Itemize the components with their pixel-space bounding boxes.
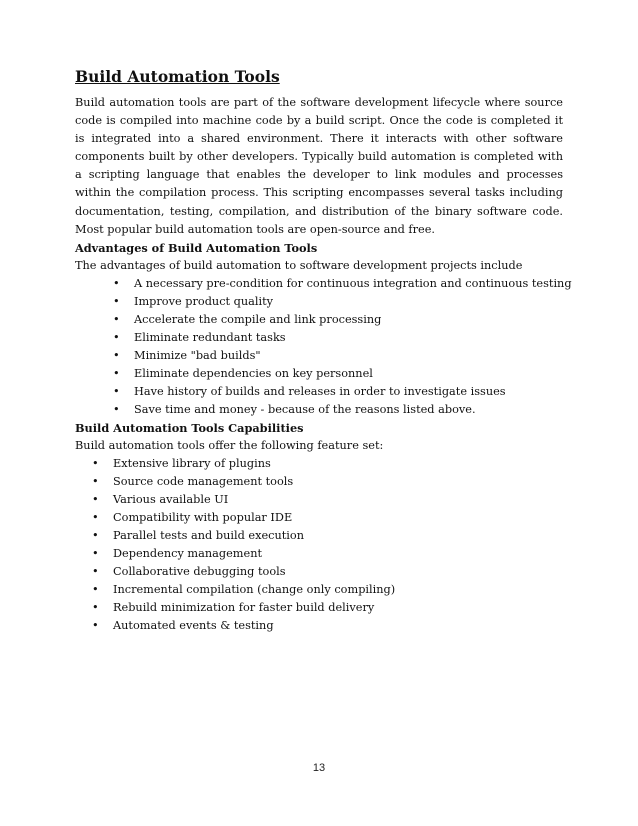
list-item: • Compatibility with popular IDE — [113, 509, 563, 527]
list-item: • Have history of builds and releases in order to investigate issues — [134, 383, 563, 401]
list-item: • Eliminate redundant tasks — [134, 329, 563, 347]
list-item: • Dependency management — [113, 545, 563, 563]
list-item: • Rebuild minimization for faster build delivery — [113, 599, 563, 617]
bullet-icon: • — [92, 474, 99, 488]
bullet-icon: • — [113, 330, 120, 344]
list-item: • Extensive library of plugins — [113, 455, 563, 473]
list-item: • Eliminate dependencies on key personnel — [134, 365, 563, 383]
bullet-icon: • — [92, 492, 99, 506]
page-content — [75, 66, 572, 635]
bullet-icon: • — [113, 402, 120, 416]
advantages-lead: The advantages of build automation to software development projects include — [75, 258, 523, 272]
capabilities-lead: Build automation tools offer the following feature set: — [75, 438, 384, 452]
bullet-icon: • — [92, 546, 99, 560]
list-item: • Collaborative debugging tools — [113, 563, 563, 581]
capabilities-heading: Build Automation Tools Capabilities — [75, 420, 304, 435]
list-item: • Parallel tests and build execution — [113, 527, 563, 545]
list-item: • Minimize "bad builds" — [134, 347, 563, 365]
bullet-icon: • — [92, 528, 99, 542]
bullet-icon: • — [113, 294, 120, 308]
bullet-icon: • — [113, 276, 120, 290]
bullet-icon: • — [92, 618, 99, 632]
bullet-icon: • — [113, 384, 120, 398]
list-item: • A necessary pre-condition for continuous integration and continuous testing — [134, 275, 563, 293]
advantages-list — [75, 275, 572, 419]
list-item: • Various available UI — [113, 491, 563, 509]
bullet-icon: • — [92, 582, 99, 596]
list-item: • Accelerate the compile and link processing — [134, 311, 563, 329]
intro-paragraph: Build automation tools are part of the software development lifecycle where source code is compiled into machine code by a build script. Once the code is completed it is integrated into a shared environment. There it interacts with other software components built by other developers. Typically build automation is completed with a scripting language that enables the developer to link modules and processes within the compilation process. This scripting encompasses several tasks including documentation, testing, compilation, and distribution of the binary software code. Most popular build automation tools are open-source and free. — [75, 96, 563, 236]
bullet-icon: • — [92, 564, 99, 578]
list-item: • Improve product quality — [134, 293, 563, 311]
list-item: • Incremental compilation (change only compiling) — [113, 581, 563, 599]
bullet-icon: • — [92, 456, 99, 470]
bullet-icon: • — [92, 510, 99, 524]
bullet-icon: • — [113, 312, 120, 326]
bullet-icon: • — [113, 366, 120, 380]
page-number: 13 — [312, 762, 326, 774]
list-item: • Save time and money - because of the reasons listed above. — [134, 401, 563, 419]
capabilities-list — [75, 455, 563, 635]
list-item: • Automated events & testing — [113, 617, 563, 635]
section-title: Build Automation Tools — [75, 67, 280, 86]
list-item: • Source code management tools — [113, 473, 563, 491]
advantages-heading: Advantages of Build Automation Tools — [75, 240, 318, 255]
bullet-icon: • — [92, 600, 99, 614]
bullet-icon: • — [113, 348, 120, 362]
